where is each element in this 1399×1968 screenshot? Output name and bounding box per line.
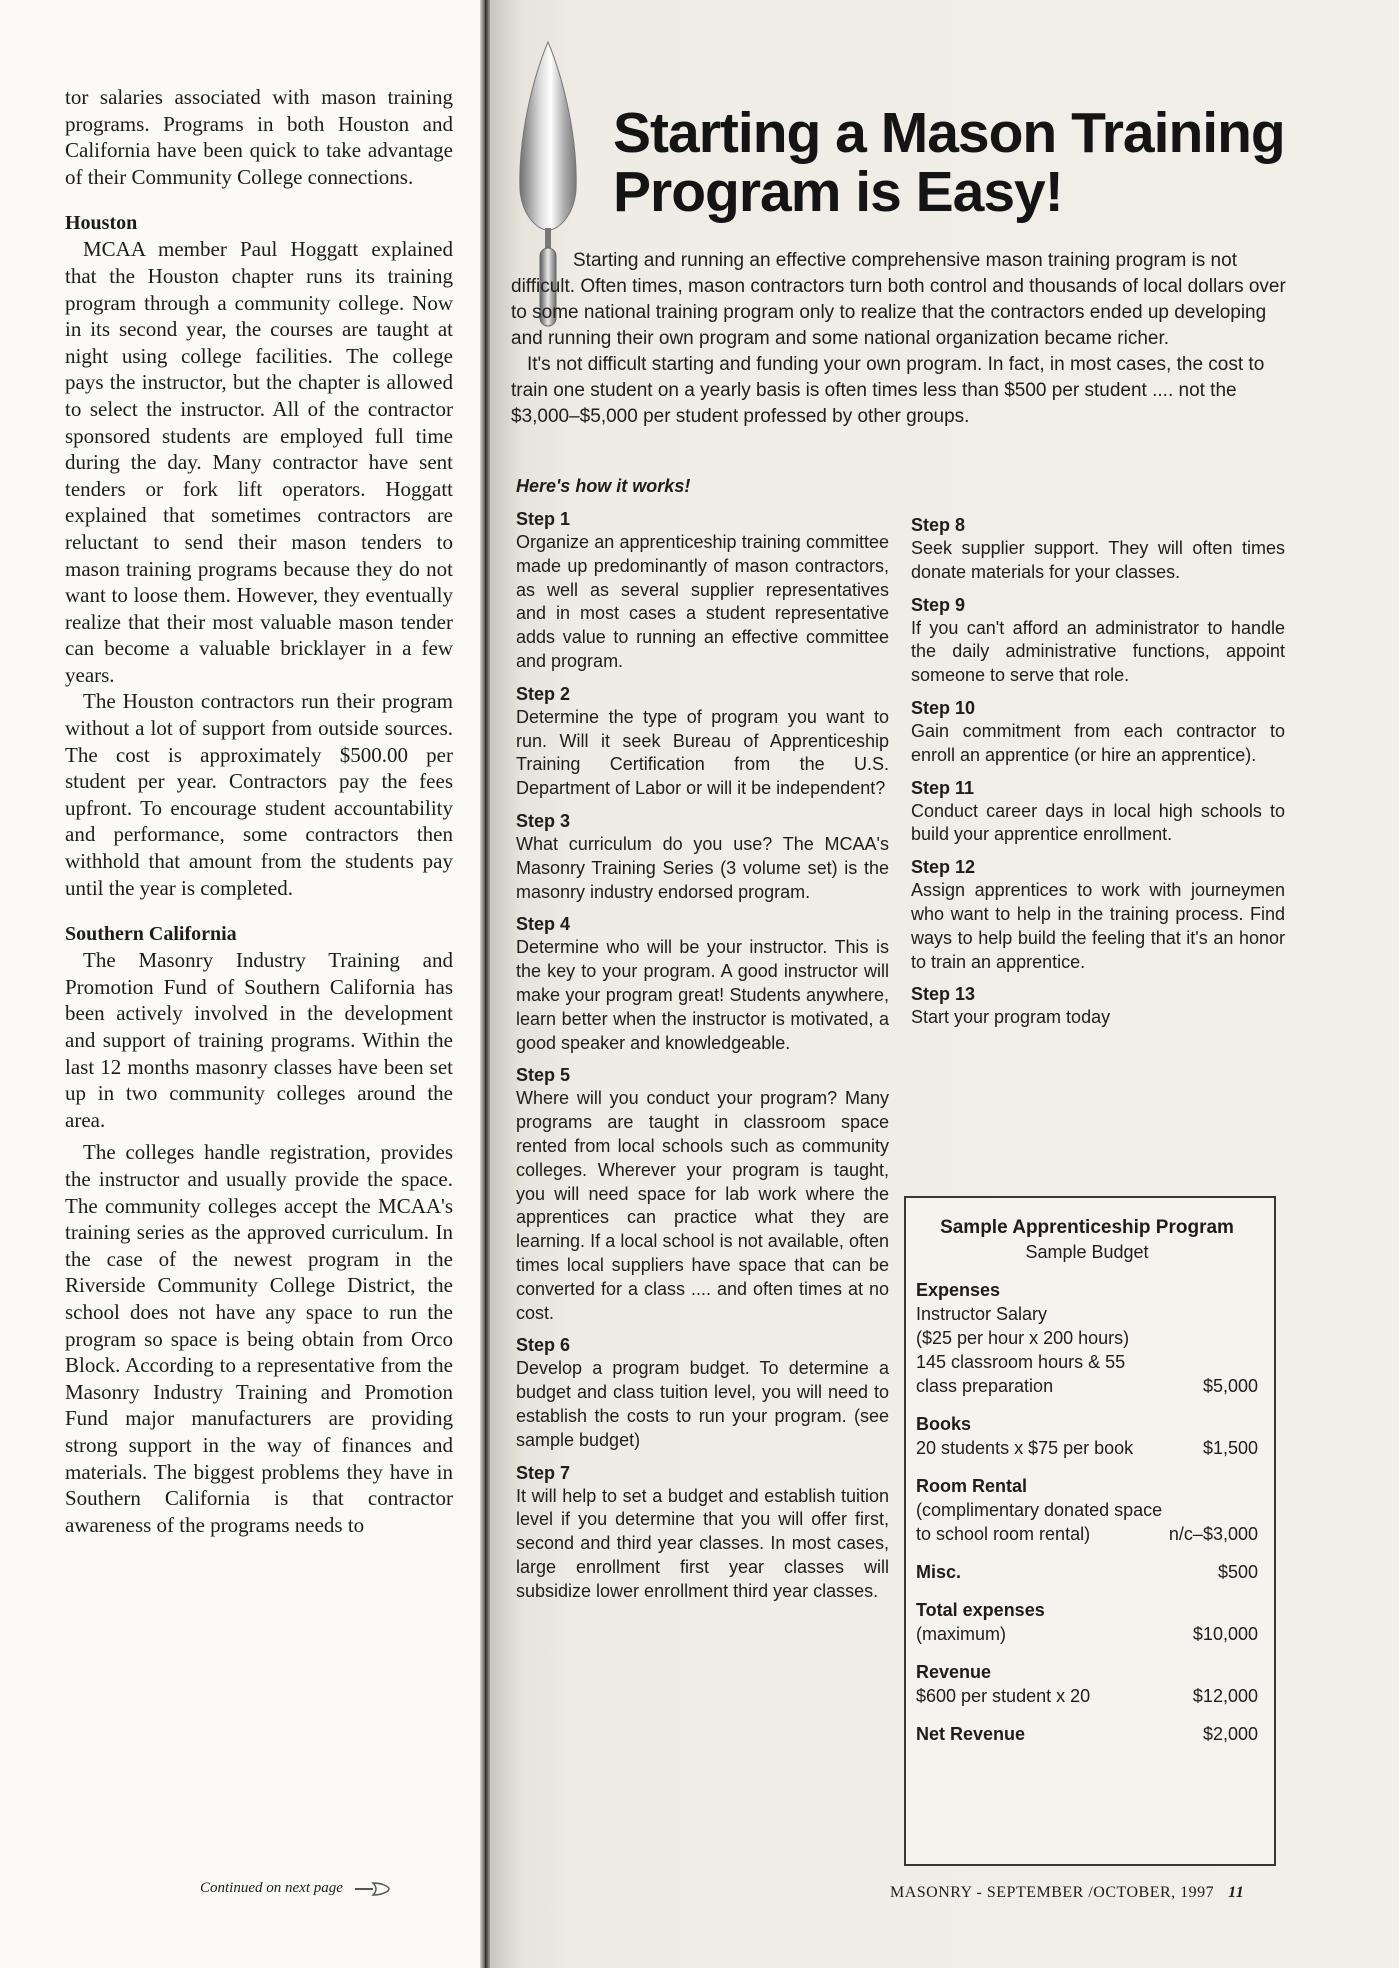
step-3 [516, 810, 889, 904]
page-number: 11 [1228, 1884, 1245, 1901]
step-8 [911, 514, 1285, 585]
step-13 [911, 983, 1285, 1030]
budget-revenue-heading: Revenue [916, 1662, 992, 1682]
step-text: Where will you conduct your program? Many programs are taught in classroom space rented from local schools such as community colleges. Wherever your program is taught, you will need space for lab work where the apprentices can practice what they are learning. If a local school is not available, often times local suppliers have space that can be converted for a class .... and often times at no cost. [516, 1088, 889, 1323]
page-footer [890, 1884, 1244, 1902]
budget-room-amount: n/c–$3,000 [1168, 1524, 1258, 1544]
continued-text: Continued on next page [200, 1880, 343, 1896]
budget-misc-amount: $500 [1217, 1562, 1258, 1582]
step-title: Step 3 [516, 810, 571, 831]
budget-room-line-2: to school room rental) [916, 1524, 1091, 1544]
budget-books-heading: Books [916, 1414, 972, 1434]
step-title: Step 4 [516, 914, 571, 935]
budget-misc [916, 1560, 1258, 1584]
budget-total-heading: Total expenses [916, 1600, 1045, 1620]
intro-paragraph: tor salaries associated with mason training programs. Programs in both Houston and California have been quick to take advantage of their Community College connections. [65, 85, 453, 189]
step-5 [516, 1064, 889, 1325]
budget-total-line: (maximum) [916, 1624, 1006, 1644]
step-6 [516, 1334, 889, 1452]
budget-title: Sample Apprenticeship Program [940, 1217, 1234, 1238]
step-title: Step 12 [911, 857, 976, 878]
arrow-right-icon [353, 1881, 391, 1897]
budget-subtitle: Sample Budget [1025, 1242, 1149, 1262]
budget-books [916, 1412, 1258, 1460]
budget-revenue-amount: $12,000 [1192, 1686, 1258, 1706]
step-title: Step 9 [911, 594, 966, 615]
budget-expenses-amount: $5,000 [1202, 1376, 1258, 1396]
step-title: Step 8 [911, 515, 966, 535]
step-title: Step 6 [516, 1335, 571, 1356]
southern-california-heading: Southern California [65, 923, 237, 946]
budget-room-heading: Room Rental [916, 1476, 1028, 1496]
sample-budget-box [904, 1196, 1276, 1866]
budget-misc-heading: Misc. [916, 1562, 962, 1582]
step-title: Step 13 [911, 984, 976, 1005]
budget-expenses-line-1: Instructor Salary [916, 1304, 1048, 1324]
steps-left-column [516, 508, 889, 1612]
step-title: Step 7 [516, 1462, 571, 1483]
article-intro [511, 248, 1287, 430]
step-text: What curriculum do you use? The MCAA's Masonry Training Series (3 volume set) is the masonry industry endorsed program. [516, 833, 889, 902]
budget-room-line-1: (complimentary donated space [916, 1500, 1163, 1520]
step-text: Assign apprentices to work with journeymen who want to help in the training process. Find ways to help build the feeling that it's an honor to train an apprentice. [911, 880, 1285, 972]
step-10 [911, 697, 1285, 768]
step-text: Determine the type of program you want to run. Will it seek Bureau of Apprenticeship Training Certification from the U.S. Department of Labor or will it be independent? [516, 706, 889, 799]
step-title: Step 11 [911, 777, 975, 798]
step-4 [516, 913, 889, 1055]
budget-room-rental [916, 1474, 1258, 1546]
step-text: Organize an apprenticeship training committee made up predominantly of mason contractors, as well as several supplier representatives and in most cases a student representative adds value to running an effective committee and program. [516, 532, 889, 671]
step-text: Start your program today [911, 1007, 1111, 1028]
step-title: Step 1 [516, 509, 571, 529]
article-title: Starting a Mason Training Program is Easy! [613, 101, 1285, 224]
southern-california-paragraph-1: The Masonry Industry Training and Promotion Fund of Southern California has been actively involved in the development and support of training programs. Within the last 12 months masonry classes have been set up in two community colleges around the area. [65, 948, 453, 1132]
budget-revenue-line: $600 per student x 20 [916, 1686, 1091, 1706]
budget-net [916, 1722, 1258, 1746]
page-gutter [480, 0, 490, 1968]
budget-expenses-heading: Expenses [916, 1280, 1001, 1300]
continued-note [200, 1880, 391, 1897]
intro-paragraph-2: It's not difficult starting and funding your own program. In fact, in most cases, the cost to train one student on a yearly basis is often times less than $500 per student .... not the $3,000–$5,000 per student professed by other groups. [511, 354, 1265, 427]
budget-total [916, 1598, 1258, 1646]
step-text: Determine who will be your instructor. This is the key to your program. A good instructor will make your program great! Students anywhere, learn better when the instructor is motivated, a good speaker and knowledgeable. [516, 937, 889, 1053]
budget-revenue [916, 1660, 1258, 1708]
step-text: Conduct career days in local high schools to build your apprentice enrollment. [911, 800, 1285, 845]
step-9 [911, 594, 1285, 688]
houston-paragraph-1: MCAA member Paul Hoggatt explained that the Houston chapter runs its training program through a community college. Now in its second year, the courses are taught at night using college facilities. The college pays the instructor, but the chapter is allowed to select the instructor. All of the contractor sponsored students are employed full time during the day. Many contractor have sent tenders or fork lift operators. Hoggatt explained that sometimes contractors are reluctant to send their mason tenders to mason training programs because they do not want to loose them. However, they eventually realize that their most valuable mason tender can become a valuable bricklayer in a few years. [65, 237, 453, 687]
steps-right-column [911, 514, 1285, 1039]
step-text: Seek supplier support. They will often times donate materials for your classes. [911, 538, 1285, 582]
step-1 [516, 508, 889, 674]
budget-expenses-line-3: 145 classroom hours & 55 [916, 1352, 1126, 1372]
step-title: Step 5 [516, 1065, 571, 1086]
budget-net-heading: Net Revenue [916, 1724, 1026, 1744]
budget-expenses [916, 1278, 1258, 1398]
budget-total-amount: $10,000 [1192, 1624, 1258, 1644]
step-text: It will help to set a budget and establish tuition level if you determine that you will offer first, second and third year classes. In most cases, large enrollment first year classes will subsidize lower enrollment third year classes. [516, 1485, 889, 1601]
budget-books-amount: $1,500 [1202, 1438, 1258, 1458]
publication-name: MASONRY - SEPTEMBER /OCTOBER, 1997 [890, 1884, 1215, 1901]
budget-books-line: 20 students x $75 per book [916, 1438, 1134, 1458]
budget-expenses-line-4: class preparation [916, 1376, 1054, 1396]
step-text: Develop a program budget. To determine a budget and class tuition level, you will need to establish the costs to run your program. (see sample budget) [516, 1358, 889, 1450]
budget-expenses-line-2: ($25 per hour x 200 hours) [916, 1328, 1130, 1348]
southern-california-paragraph-2: The colleges handle registration, provides the instructor and usually provide the space. The community colleges accept the MCAA's training series as the approved curriculum. In the case of the newest program in the Riverside Community College District, the school does not have any space to run the program so space is being obtain from Orco Block. According to a representative from the Masonry Industry Training and Promotion Fund major manufacturers are providing strong support in the way of finances and materials. The biggest problems they have in Southern California is that contractor awareness of the programs needs to [65, 1140, 453, 1537]
houston-paragraph-2: The Houston contractors run their program without a lot of support from outside sources. The cost is approximately $500.00 per student per year. Contractors pay the fees upfront. To encourage student accountability and performance, some contractors then withhold that amount from the students pay until the year is completed. [65, 689, 453, 900]
budget-net-amount: $2,000 [1202, 1724, 1258, 1744]
step-text: Gain commitment from each contractor to enroll an apprentice (or hire an apprentice). [911, 720, 1285, 765]
step-title: Step 2 [516, 683, 571, 704]
step-text: If you can't afford an administrator to handle the daily administrative functions, appoint someone to serve that role. [911, 617, 1285, 686]
step-7 [516, 1462, 889, 1604]
how-it-works-heading: Here's how it works! [516, 476, 691, 496]
left-column [65, 84, 453, 1538]
step-12 [911, 856, 1285, 974]
step-2 [516, 683, 889, 801]
intro-paragraph-1: Starting and running an effective comprehensive mason training program is not difficult. Often times, mason contractors turn both control and thousands of local dollars over to some national training program only to realize that the contractors ended up developing and running their own program and some national organization became richer. [511, 250, 1286, 349]
houston-heading: Houston [65, 212, 138, 235]
step-11 [911, 777, 1285, 848]
step-title: Step 10 [911, 697, 976, 718]
